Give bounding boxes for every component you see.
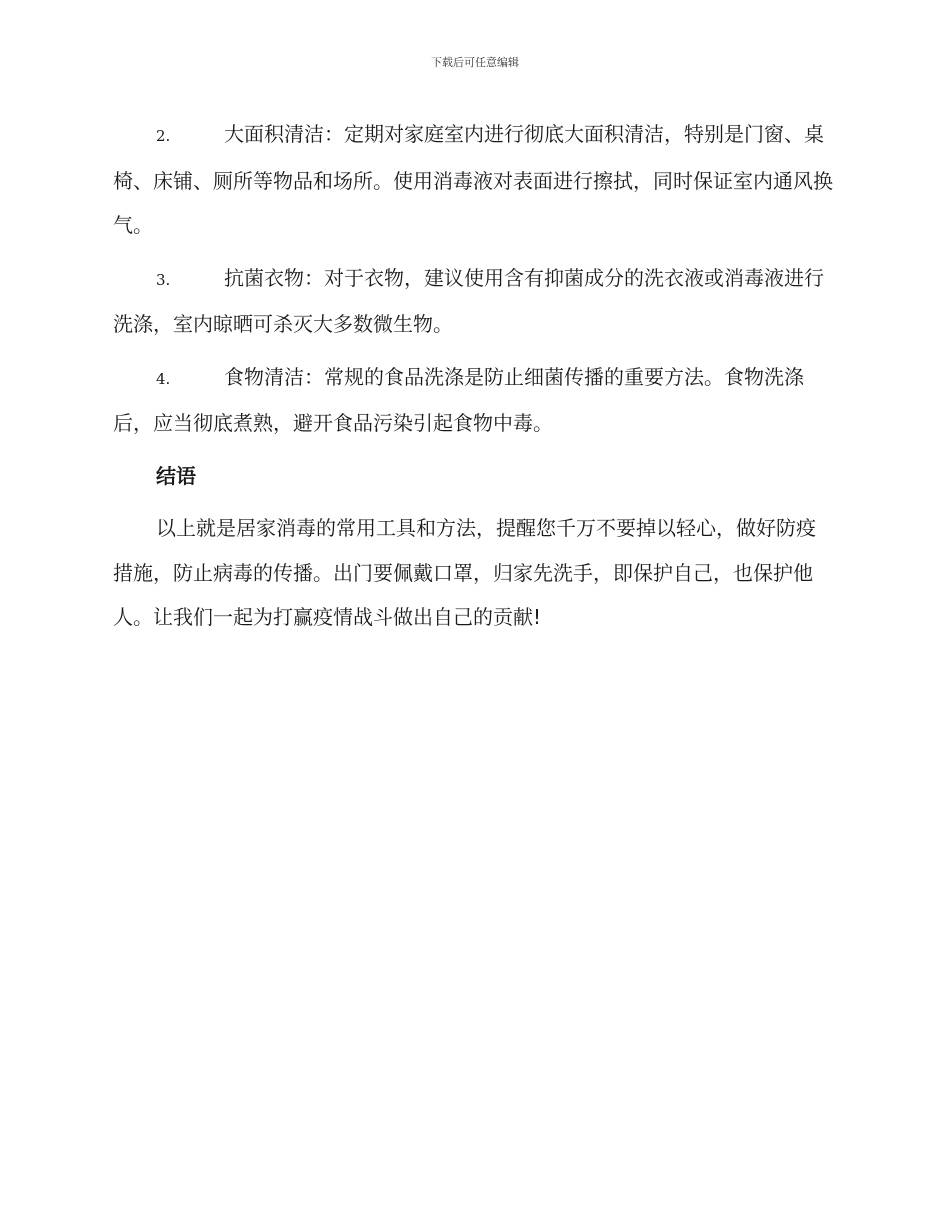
conclusion-paragraph: 以上就是居家消毒的常用工具和方法，提醒您千万不要掉以轻心，做好防疫措施，防止病毒的传播。出门要佩戴口罩，归家先洗手，即保护自己，也保护他人。让我们一起为打赢疫情战斗做出自己的贡献! bbox=[113, 516, 816, 629]
list-item bbox=[113, 112, 835, 248]
list-item-number: 2. bbox=[156, 127, 171, 145]
list-item-number: 4. bbox=[156, 369, 171, 388]
list-item-text: 抗菌衣物：对于衣物，建议使用含有抑菌成分的洗衣液或消毒液进行洗涤，室内晾晒可杀灭大多数微生物。 bbox=[113, 265, 824, 336]
list-item-number: 3. bbox=[156, 270, 171, 289]
list-item bbox=[113, 256, 835, 347]
list-item-text: 大面积清洁：定期对家庭室内进行彻底大面积清洁，特别是门窗、桌椅、床铺、厕所等物品和场所。使用消毒液对表面进行擦拭，同时保证室内通风换气。 bbox=[113, 122, 833, 237]
section-heading: 结语 bbox=[156, 463, 196, 488]
page-header: 下载后可任意编辑 bbox=[431, 56, 519, 69]
list-item-text: 食物清洁：常规的食品洗涤是防止细菌传播的重要方法。食物洗涤后，应当彻底煮熟，避开食品污染引起食物中毒。 bbox=[113, 364, 804, 435]
list-item bbox=[113, 355, 835, 446]
document-body bbox=[113, 112, 835, 640]
